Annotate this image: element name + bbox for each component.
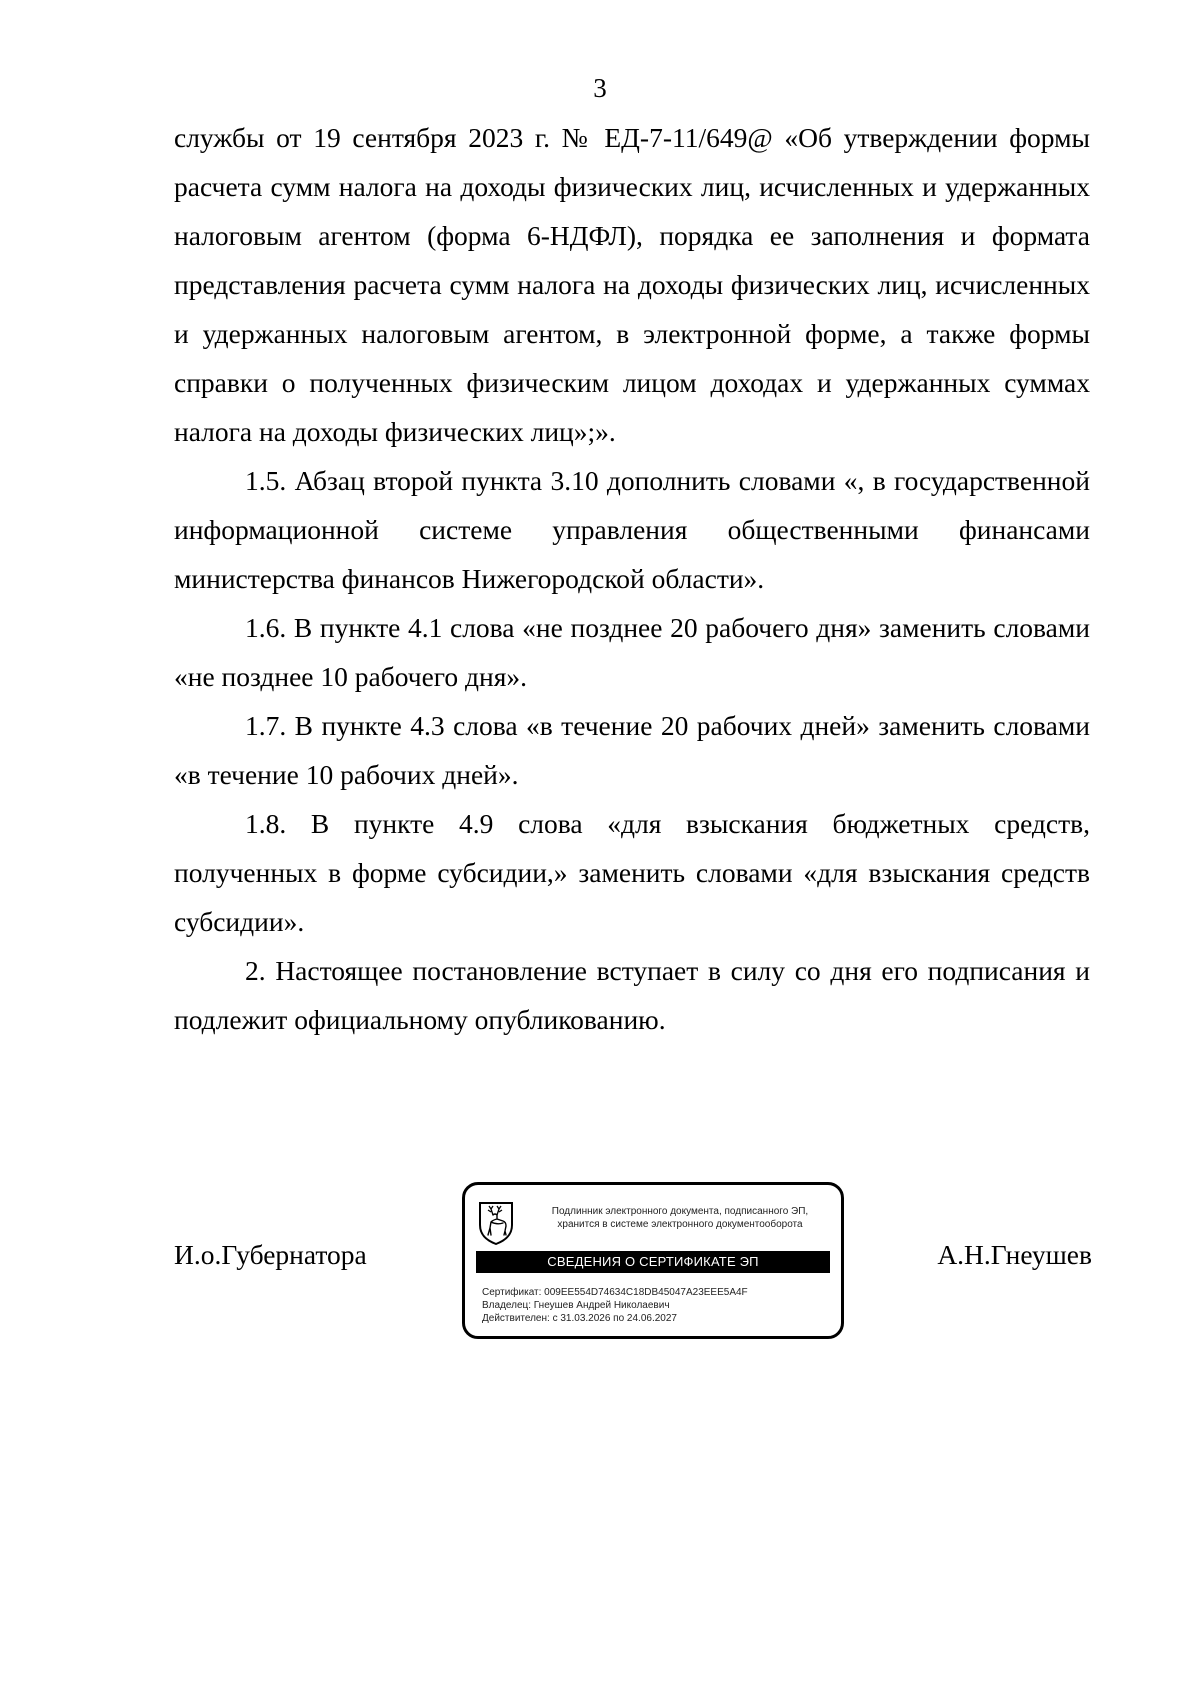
stamp-title-bar: СВЕДЕНИЯ О СЕРТИФИКАТЕ ЭП: [476, 1251, 830, 1273]
certificate-validity: Действителен: с 31.03.2026 по 24.06.2027: [482, 1313, 677, 1324]
stamp-details: [482, 1286, 832, 1325]
paragraph-continuation: службы от 19 сентября 2023 г. № ЕД-7-11/649@ «Об утверждении формы расчета сумм налога на доходы физических лиц, исчисленных и удержанных налоговым агентом (форма 6-НДФЛ), порядка ее заполнения и формата представления расчета сумм налога на доходы физических лиц, исчисленных и удержанных налоговым агентом, в электронной форме, а также формы справки о полученных физическим лицом доходах и удержанных суммах налога на доходы физических лиц»;».: [174, 122, 1090, 447]
document-body: [174, 113, 1090, 1044]
paragraph-1-7: 1.7. В пункте 4.3 слова «в течение 20 рабочих дней» заменить словами «в течение 10 рабочих дней».: [174, 710, 1090, 790]
paragraph-1-8: 1.8. В пункте 4.9 слова «для взыскания бюджетных средств, полученных в форме субсидии,» заменить словами «для взыскания средств субсидии».: [174, 808, 1090, 937]
deer-coat-of-arms-icon: [478, 1201, 514, 1245]
stamp-header: [525, 1205, 835, 1231]
electronic-signature-stamp: [462, 1182, 844, 1339]
stamp-header-line-1: Подлинник электронного документа, подписанного ЭП,: [551, 1206, 809, 1217]
signatory-position: И.о.Губернатора: [174, 1239, 367, 1270]
certificate-owner: Владелец: Гнеушев Андрей Николаевич: [482, 1300, 670, 1311]
stamp-header-line-2: хранится в системе электронного документооборота: [557, 1219, 803, 1230]
paragraph-1-6: 1.6. В пункте 4.1 слова «не позднее 20 рабочего дня» заменить словами «не позднее 10 рабочего дня».: [174, 612, 1090, 692]
paragraph-2: 2. Настоящее постановление вступает в силу со дня его подписания и подлежит официальному опубликованию.: [174, 955, 1090, 1035]
certificate-number: Сертификат: 009EE554D74634C18DB45047A23EEE5A4F: [482, 1287, 748, 1298]
paragraph-1-5: 1.5. Абзац второй пункта 3.10 дополнить словами «, в государственной информационной системе управления общественными финансами министерства финансов Нижегородской области».: [174, 465, 1090, 594]
signatory-name: А.Н.Гнеушев: [937, 1239, 1092, 1270]
page-number: 3: [593, 73, 607, 103]
